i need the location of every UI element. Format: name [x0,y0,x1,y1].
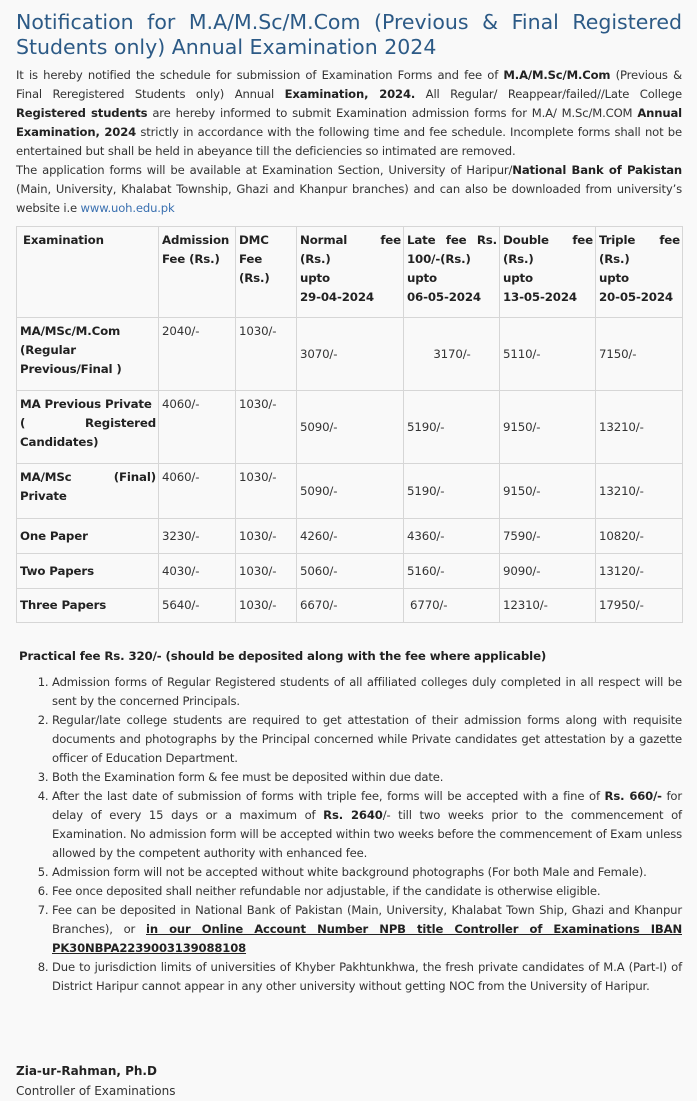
signatory-name: Zia-ur-Rahman, Ph.D [16,1064,157,1078]
table-row [17,519,683,554]
double-fee-cell: 12310/- [500,589,596,623]
header-label: Fee (Rs.) [162,252,220,266]
late-fee-cell: 3170/- [404,318,500,391]
exam-label: Registered [85,416,156,430]
intro-text: strictly in accordance with the following time and fee schedule. Incomplete forms shall not be entertained but shall be held in abeyance till the deficiencies so intimated are removed. [16,125,683,158]
signatory-role: Controller of Examinations [16,1084,176,1098]
normal-fee-cell: 6670/- [297,589,404,623]
exam-cell [17,318,159,391]
dmc-fee-cell: 1030/- [236,554,297,589]
header-label: Examination [23,233,104,247]
double-fee-cell: 9150/- [500,464,596,519]
header-label: upto [503,271,533,285]
exam-label: Previous/Final ) [20,362,122,376]
exam-label: MA/MSc/M.Com [20,324,121,338]
header-date: 13-05-2024 [503,290,577,304]
university-website-link[interactable]: www.uoh.edu.pk [80,201,175,215]
exam-label: MA Previous Private [20,397,152,411]
double-fee-cell: 9090/- [500,554,596,589]
table-row [17,318,683,391]
normal-fee-cell: 5090/- [297,391,404,464]
header-label: (Rs.) [599,252,630,266]
normal-fee-cell: 5060/- [297,554,404,589]
intro-bold: M.A/M.Sc/M.Com [503,68,611,82]
intro-bold: Examination, 2024. [284,87,416,101]
header-label: Late [407,233,436,247]
header-label: Normal [300,233,348,247]
header-admission-fee [159,227,236,318]
account-number-text: in our Online Account Number NPB title Controller of Examinations IBAN PK30NBPA2239003139088108 [52,922,682,955]
header-label: fee [445,233,467,247]
triple-fee-cell: 10820/- [596,519,683,554]
intro-section [16,66,682,218]
exam-label: Candidates) [20,435,99,449]
late-fee-cell: 5190/- [404,391,500,464]
note-text: /- till two weeks prior to the commencement of Examination. No admission form will be accepted within two weeks before the commencement of Exam unless allowed by the competent authority with enhanced fee. [52,808,682,860]
late-fee-cell: 6770/- [404,589,500,623]
page-title: Notification for M.A/M.Sc/M.Com (Previous & Final Registered Students only) Annual Examination 2024 [16,10,682,59]
intro-paragraph-2 [16,161,682,218]
header-label: (Rs.) [300,252,331,266]
admission-fee-cell: 3230/- [159,519,236,554]
admission-fee-cell: 4060/- [159,464,236,519]
note-text: After the last date of submission of forms with triple fee, forms will be accepted with a fine of [52,789,605,803]
late-fee-cell: 4360/- [404,519,500,554]
note-text: for delay of every 15 days or a maximum of [52,789,682,822]
header-date: 20-05-2024 [599,290,673,304]
header-label: fee [380,233,401,247]
exam-label: MA/MSc [20,470,72,484]
admission-fee-cell: 4030/- [159,554,236,589]
triple-fee-cell: 17950/- [596,589,683,623]
header-label: fee [659,233,680,247]
dmc-fee-cell: 1030/- [236,589,297,623]
intro-text: It is hereby notified the schedule for submission of Examination Forms and fee of [16,68,504,82]
exam-cell [17,464,159,519]
intro-text: (Previous & Final Reregistered Students only) Annual [16,68,682,101]
list-item: 5. Admission form will not be accepted without white background photographs (For both Male and Female). [52,863,682,882]
header-label: fee [572,233,593,247]
exam-cell: One Paper [17,519,159,554]
normal-fee-cell: 4260/- [297,519,404,554]
intro-text: The application forms will be available at Examination Section, University of Haripur/ [16,163,513,177]
header-label: 100/-(Rs.) [407,252,471,266]
header-label: Double [503,233,549,247]
table-row [17,391,683,464]
triple-fee-cell: 7150/- [596,318,683,391]
intro-bold: National Bank of Pakistan [512,163,683,177]
header-label: upto [300,271,330,285]
header-examination [17,227,159,318]
admission-fee-cell: 2040/- [159,318,236,391]
table-row [17,589,683,623]
triple-fee-cell: 13210/- [596,464,683,519]
header-dmc-fee [236,227,297,318]
list-item: 2. Regular/late college students are required to get attestation of their admission forms along with requisite documents and photographs by the Principal concerned while Private candidates get attestation by a gazette officer of Education Department. [52,711,682,768]
double-fee-cell: 5110/- [500,318,596,391]
exam-cell: Three Papers [17,589,159,623]
header-double-fee [500,227,596,318]
normal-fee-cell: 5090/- [297,464,404,519]
exam-cell [17,391,159,464]
intro-text: All Regular/ Reappear/failed//Late College [415,87,682,101]
header-normal-fee [297,227,404,318]
header-label: (Rs.) [503,252,534,266]
header-date: 06-05-2024 [407,290,481,304]
header-label: Admission [162,233,230,247]
header-label: Triple [599,233,636,247]
double-fee-cell: 9150/- [500,391,596,464]
signature-block [16,1061,175,1101]
table-row [17,554,683,589]
late-fee-cell: 5160/- [404,554,500,589]
exam-label: (Final) [113,470,156,484]
header-late-fee [404,227,500,318]
triple-fee-cell: 13210/- [596,391,683,464]
dmc-fee-cell: 1030/- [236,519,297,554]
list-item [52,787,682,863]
instructions-list [16,673,682,996]
fee-schedule-table [16,226,683,623]
intro-text: (Main, University, Khalabat Township, Ghazi and Khanpur branches) and can also be downloaded from university’s website i.e [16,182,682,215]
intro-paragraph-1 [16,66,682,161]
exam-label: ( [20,416,26,430]
admission-fee-cell: 5640/- [159,589,236,623]
header-triple-fee [596,227,683,318]
header-label: Fee (Rs.) [239,252,270,285]
late-fee-cell: 5190/- [404,464,500,519]
practical-fee-note: Practical fee Rs. 320/- (should be deposited along with the fee where applicable) [19,649,547,663]
dmc-fee-cell: 1030/- [236,391,297,464]
list-item: 6. Fee once deposited shall neither refundable nor adjustable, if the candidate is otherwise eligible. [52,882,682,901]
dmc-fee-cell: 1030/- [236,464,297,519]
list-item: 3. Both the Examination form & fee must be deposited within due date. [52,768,682,787]
note-text: Fee can be deposited in National Bank of Pakistan (Main, University, Khalabat Town Ship, Ghazi and Khanpur Branches), or [52,903,682,936]
intro-text: are hereby informed to submit Examination admission forms for M.A/ M.Sc/M.COM [147,106,638,120]
note-bold: Rs. 2640 [323,808,383,822]
list-item: 8. Due to jurisdiction limits of universities of Khyber Pakhtunkhwa, the fresh private candidates of M.A (Part-I) of District Haripur cannot appear in any other university without getting NOC from the University of Haripur. [52,958,682,996]
header-label: upto [599,271,629,285]
intro-bold: Annual Examination, 2024 [16,106,682,139]
triple-fee-cell: 13120/- [596,554,683,589]
header-date: 29-04-2024 [300,290,374,304]
exam-label: (Regular [20,343,76,357]
header-label: DMC [239,233,269,247]
table-header-row [17,227,683,318]
intro-bold: Registered students [16,106,148,120]
double-fee-cell: 7590/- [500,519,596,554]
exam-cell: Two Papers [17,554,159,589]
header-label: Rs. [476,233,497,247]
header-label: upto [407,271,437,285]
dmc-fee-cell: 1030/- [236,318,297,391]
admission-fee-cell: 4060/- [159,391,236,464]
list-item: 1. Admission forms of Regular Registered students of all affiliated colleges duly completed in all respect will be sent by the concerned Principals. [52,673,682,711]
exam-label: Private [20,489,67,503]
table-row [17,464,683,519]
list-item [52,901,682,958]
note-bold: Rs. 660/- [604,789,662,803]
normal-fee-cell: 3070/- [297,318,404,391]
